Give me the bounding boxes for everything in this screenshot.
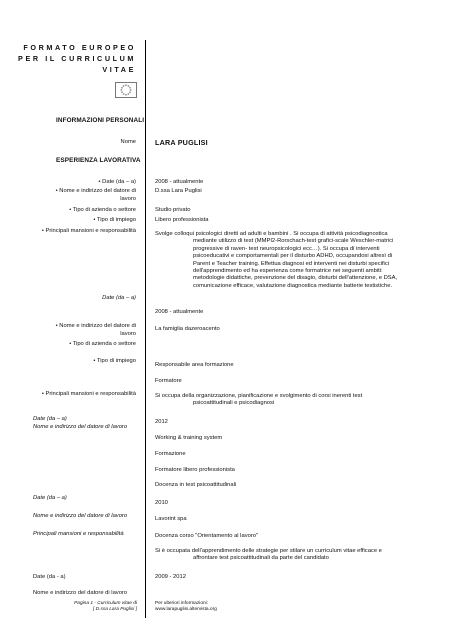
entry2-duties-line: psicoattitudinali e psicodiagnosi [193,400,275,407]
entry4-duties-label: Principali mansioni e responsabilità [33,531,124,537]
section-experience-title: ESPERIENZA LAVORATIVA [56,157,141,164]
entry2-duties-text [155,393,423,408]
entry5-employer-label: Nome e indirizzo del datore di lavoro [33,590,128,596]
entry1-duties-line: Svolge colloqui psicologici diretti ad adulti e bambini . Si occupa di attività psicodiagnostica [155,231,388,237]
cv-format-title-line3: VITAE [102,65,136,74]
entry3-date-value: 2012 [155,419,168,425]
entry1-date-label: • Date (da – a) [98,179,136,185]
entry4-description [155,548,423,563]
entry1-duties-label: • Principali mansioni e responsabilità [41,228,136,234]
entry1-employer-label-2: lavoro [120,196,136,202]
entry4-employer-value: Lavorint spa [155,516,187,522]
name-label: Nome [120,139,136,145]
name-value: LARA PUGLISI [155,138,208,147]
cv-format-title-line1: FORMATO EUROPEO [23,43,136,52]
entry3-value: Docenza in test psicoattitudinali [155,482,237,488]
entry1-duties-line: comunicazione efficace, valutazione diagnostica mediante batterie testistiche. [193,282,393,289]
entry5-date-label: Date (da - a) [33,574,66,580]
footer-info-label: Per ulteriori informazioni: [155,601,209,606]
entry3-date-label: Date (da – a) [33,416,67,422]
entry1-employer-label: • Nome e indirizzo del datore di [55,188,136,194]
entry2-date-label: Date (da – a) [102,295,136,301]
footer-website-link[interactable]: www.larapuglisi.altervista.org [155,607,217,612]
entry1-duties-line: mediante utilizzo di test (MMPI2-Rorschach-test grafici-scale Weschler-matrici [193,238,394,245]
footer-page-info: Pagina 1 - Curriculum vitae di [74,601,137,606]
entry4-description-line: affrontare test psicoattitudinali da parte del candidato [193,555,329,562]
entry2-date-value: 2008 - attualmente [155,309,204,315]
cv-format-title-line2: PER IL CURRICULUM [18,54,136,63]
section-personal-info-title: INFORMAZIONI PERSONALI [56,117,145,124]
entry1-type-label: • Tipo di azienda o settore [69,207,136,213]
entry1-duties-line: progressive di raven- test neuropsicologici ecc…). Si occupa di interventi [193,245,380,252]
entry1-job-value: Libero professionista [155,217,209,223]
footer-owner: [ D.ssa Lara Puglisi ] [93,607,137,612]
entry4-date-value: 2010 [155,500,168,506]
entry4-duties-value: Docenza corso "Orientamento al lavoro" [155,533,259,539]
footer-right [155,601,305,613]
entry2-type-label: • Tipo di azienda o settore [69,341,136,347]
entry1-type-value: Studio privato [155,207,191,213]
entry3-employer-value: Working & training system [155,435,223,441]
entry3-value: Formazione [155,451,186,457]
entry2-employer-label-2: lavoro [120,331,136,337]
entry2-employer-value: La famiglia dazeroacento [155,326,220,332]
entry1-duties-line: Parent e Teacher training. Effettua diagnosi ed interventi nei disturbi specifici [193,260,390,267]
entry1-duties-line: dell'apprendimento ed ha esperienza come formatrice nei seguenti ambiti: [193,268,383,275]
eu-flag-icon [115,82,137,98]
entry2-job-value: Responsabile area formazione [155,362,234,368]
entry1-duties-line: psicoeducativi e comportamentali per il disturbo ADHD, occupandosi altresì di [193,253,393,260]
entry3-value: Formatore libero professionista [155,467,235,473]
entry4-description-line: Si è occupata dell'apprendimento delle strategie per stilare un curriculum vitae efficace e [155,548,382,554]
entry2-role-value: Formatore [155,378,182,384]
column-divider [145,40,146,618]
entry1-date-value: 2008 - attualmente [155,179,204,185]
footer-left [40,601,137,613]
entry1-duties-line: metodologie didattiche, prevenzione del disagio, disturbi dell'attenzione, e DSA, [193,275,398,282]
entry2-duties-line: Si occupa della organizzazione, pianificazione e svolgimento di corsi inerenti test [155,393,363,399]
entry2-employer-label: • Nome e indirizzo del datore di [55,323,136,329]
entry3-employer-label: Nome e indirizzo del datore di lavoro [33,424,128,430]
entry1-job-label: • Tipo di impiego [93,217,136,223]
entry2-duties-label: • Principali mansioni e responsabilità [41,391,136,397]
entry1-employer-value: D.ssa Lara Puglisi [155,188,202,194]
entry1-duties-text [155,231,423,290]
entry4-date-label: Date (da – a) [33,495,67,501]
entry5-date-value: 2009 - 2012 [155,574,186,580]
entry2-job-label: • Tipo di impiego [93,358,136,364]
entry4-employer-label: Nome e indirizzo del datore di lavoro [33,513,128,519]
